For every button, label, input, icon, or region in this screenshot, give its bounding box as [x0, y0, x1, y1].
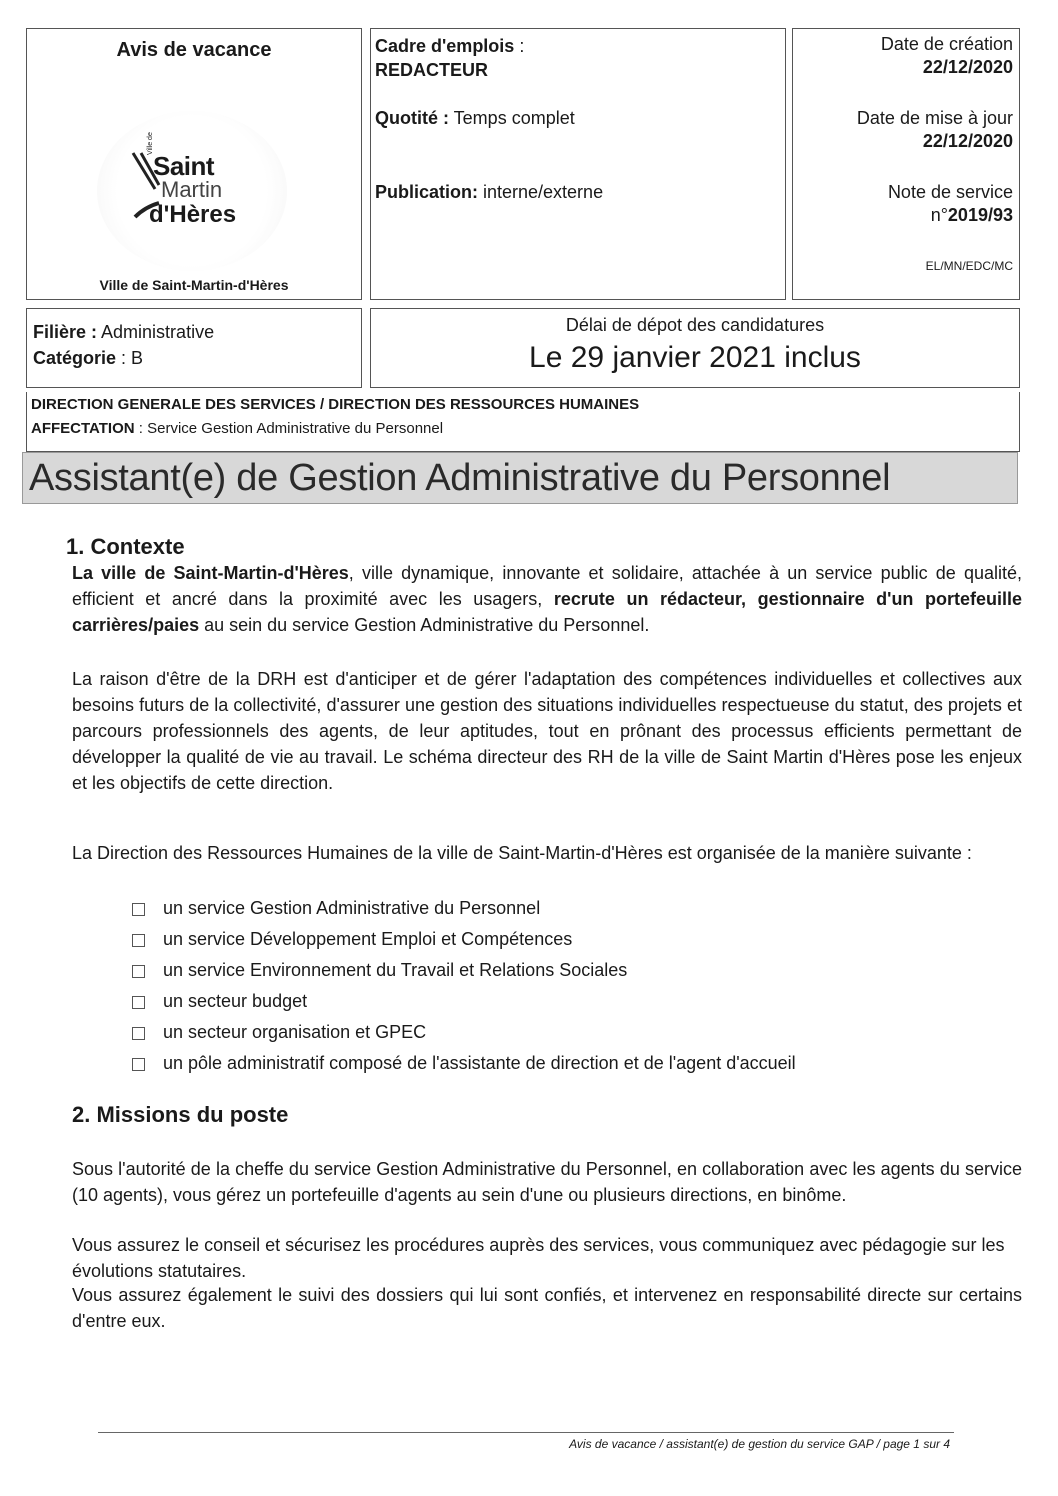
- section-2-paragraph-3: Vous assurez également le suivi des dossiers qui lui sont confiés, et intervenez en responsabilité directe sur certains d'entre eux.: [72, 1285, 1022, 1331]
- list-item: [132, 1020, 952, 1051]
- note-label: Note de service: [887, 182, 1013, 202]
- logo-line-1: Saint: [153, 151, 215, 181]
- list-item-text: un service Environnement du Travail et Relations Sociales: [163, 960, 628, 980]
- checkbox-icon: [132, 903, 145, 916]
- quotite-label: Quotité :: [375, 108, 449, 128]
- list-item-text: un service Gestion Administrative du Personnel: [163, 898, 541, 918]
- dates-box: [792, 28, 1020, 300]
- section-1-paragraph-3: La Direction des Ressources Humaines de la ville de Saint-Martin-d'Hères est organisée de la manière suivante :: [72, 843, 972, 863]
- footer-divider: [98, 1432, 954, 1433]
- checkbox-icon: [132, 934, 145, 947]
- categorie-label: Catégorie: [33, 348, 117, 368]
- job-title-banner: [22, 452, 1018, 504]
- creation-block: [881, 33, 1013, 79]
- job-title: Assistant(e) de Gestion Administrative du Personnel: [29, 457, 891, 499]
- cadre-box: [370, 28, 786, 300]
- p1-text-1: , ville dynamique, innovante et solidaire, attachée à un service public de qualité, efficient et ancré dans la proximité avec les usagers,: [72, 563, 1022, 609]
- cadre-label: Cadre d'emplois: [375, 36, 515, 56]
- section-1-paragraph-2: La raison d'être de la DRH est d'anticiper et de gérer l'adaptation des compétences individuelles et collectives aux besoins futurs de la collectivité, d'assurer une gestion des situations individuelles respectueuse du statut, des projets et parcours professionnels des agents, de leur aptitudes, tout en prônant des processus efficients permettant de développer la qualité de vie au travail. Le schéma directeur des RH de la ville de Saint Martin d'Hères pose les enjeux et les objectifs de cette direction.: [72, 669, 1022, 793]
- list-item-text: un pôle administratif composé de l'assistante de direction et de l'agent d'accueil: [163, 1053, 796, 1073]
- delai-label: Délai de dépot des candidatures: [565, 315, 825, 335]
- section-2-heading: 2. Missions du poste: [72, 1102, 289, 1127]
- note-ref: EL/MN/EDC/MC: [925, 259, 1013, 273]
- affectation-label: AFFECTATION: [31, 420, 135, 437]
- checkbox-icon: [132, 965, 145, 978]
- p1-bold-2: recrute un rédacteur, gestionnaire d'un portefeuille carrières/paies: [72, 589, 1022, 635]
- cadre-label-line: [375, 35, 524, 57]
- section-2-paragraph-1: Sous l'autorité de la cheffe du service Gestion Administrative du Personnel, en collaboration avec les agents du service (10 agents), vous gérez un portefeuille d'agents au sein d'une ou plusieurs directions, en binôme.: [72, 1159, 1022, 1205]
- publication-value: interne/externe: [478, 182, 604, 202]
- filiere-value: Administrative: [97, 322, 215, 342]
- update-date: 22/12/2020: [922, 131, 1013, 151]
- avis-title: Avis de vacance: [116, 39, 272, 61]
- list-item-text: un secteur organisation et GPEC: [163, 1022, 427, 1042]
- filiere-box: [26, 308, 362, 388]
- cadre-sep: :: [514, 36, 525, 56]
- checkbox-icon: [132, 996, 145, 1009]
- filiere-label: Filière :: [33, 322, 98, 342]
- note-block: [888, 181, 1013, 227]
- cadre-value: REDACTEUR: [375, 60, 489, 80]
- p1-text-2: au sein du service Gestion Administrative du Personnel.: [199, 615, 650, 635]
- p1-bold-1: La ville de Saint-Martin-d'Hères: [72, 563, 349, 583]
- quotite-line: [375, 107, 575, 129]
- affectation-value: : Service Gestion Administrative du Personnel: [134, 420, 444, 437]
- categorie-line: [33, 345, 143, 371]
- logo-small-text: Ville de: [147, 132, 154, 155]
- quotite-value: Temps complet: [449, 108, 575, 128]
- note-prefix: n°: [930, 205, 948, 225]
- categorie-value: : B: [116, 348, 144, 368]
- filiere-line: [33, 319, 214, 345]
- checkbox-icon: [132, 1027, 145, 1040]
- list-item: [132, 927, 952, 958]
- update-block: [857, 107, 1013, 153]
- section-1-heading: 1. Contexte: [66, 534, 185, 559]
- list-item: [132, 958, 952, 989]
- note-number-line: [888, 204, 1013, 227]
- avis-box: [26, 28, 362, 300]
- delai-date: Le 29 janvier 2021 inclus: [529, 341, 861, 374]
- list-item: [132, 1051, 952, 1082]
- section-2-paragraph-2: Vous assurez le conseil et sécurisez les procédures auprès des services, vous communiquez avec pédagogie sur les évolutions statutaires.: [72, 1235, 1005, 1281]
- logo-line-3: d'Hères: [149, 201, 237, 228]
- publication-line: [375, 181, 603, 203]
- list-item-text: un service Développement Emploi et Compétences: [163, 929, 573, 949]
- direction-band: [26, 392, 1020, 452]
- city-logo: [97, 111, 287, 271]
- list-item: [132, 989, 952, 1020]
- publication-label: Publication:: [375, 182, 478, 202]
- creation-label: Date de création: [880, 34, 1013, 54]
- affectation-line: [31, 420, 443, 437]
- city-name: Ville de Saint-Martin-d'Hères: [99, 277, 289, 293]
- list-item: [132, 896, 952, 927]
- note-number: 2019/93: [947, 205, 1013, 225]
- delai-box: [370, 308, 1020, 388]
- section-1-paragraph-1: [72, 560, 1022, 638]
- checkbox-icon: [132, 1058, 145, 1071]
- direction-text: DIRECTION GENERALE DES SERVICES / DIRECTION DES RESSOURCES HUMAINES: [31, 396, 640, 413]
- logo-line-2: Martin: [161, 177, 223, 202]
- update-label: Date de mise à jour: [856, 108, 1013, 128]
- list-item-text: un secteur budget: [163, 991, 308, 1011]
- footer-text: Avis de vacance / assistant(e) de gestion du service GAP / page 1 sur 4: [569, 1437, 950, 1451]
- cadre-value-line: [375, 59, 488, 81]
- drh-services-list: [132, 896, 952, 1082]
- creation-date: 22/12/2020: [922, 57, 1013, 77]
